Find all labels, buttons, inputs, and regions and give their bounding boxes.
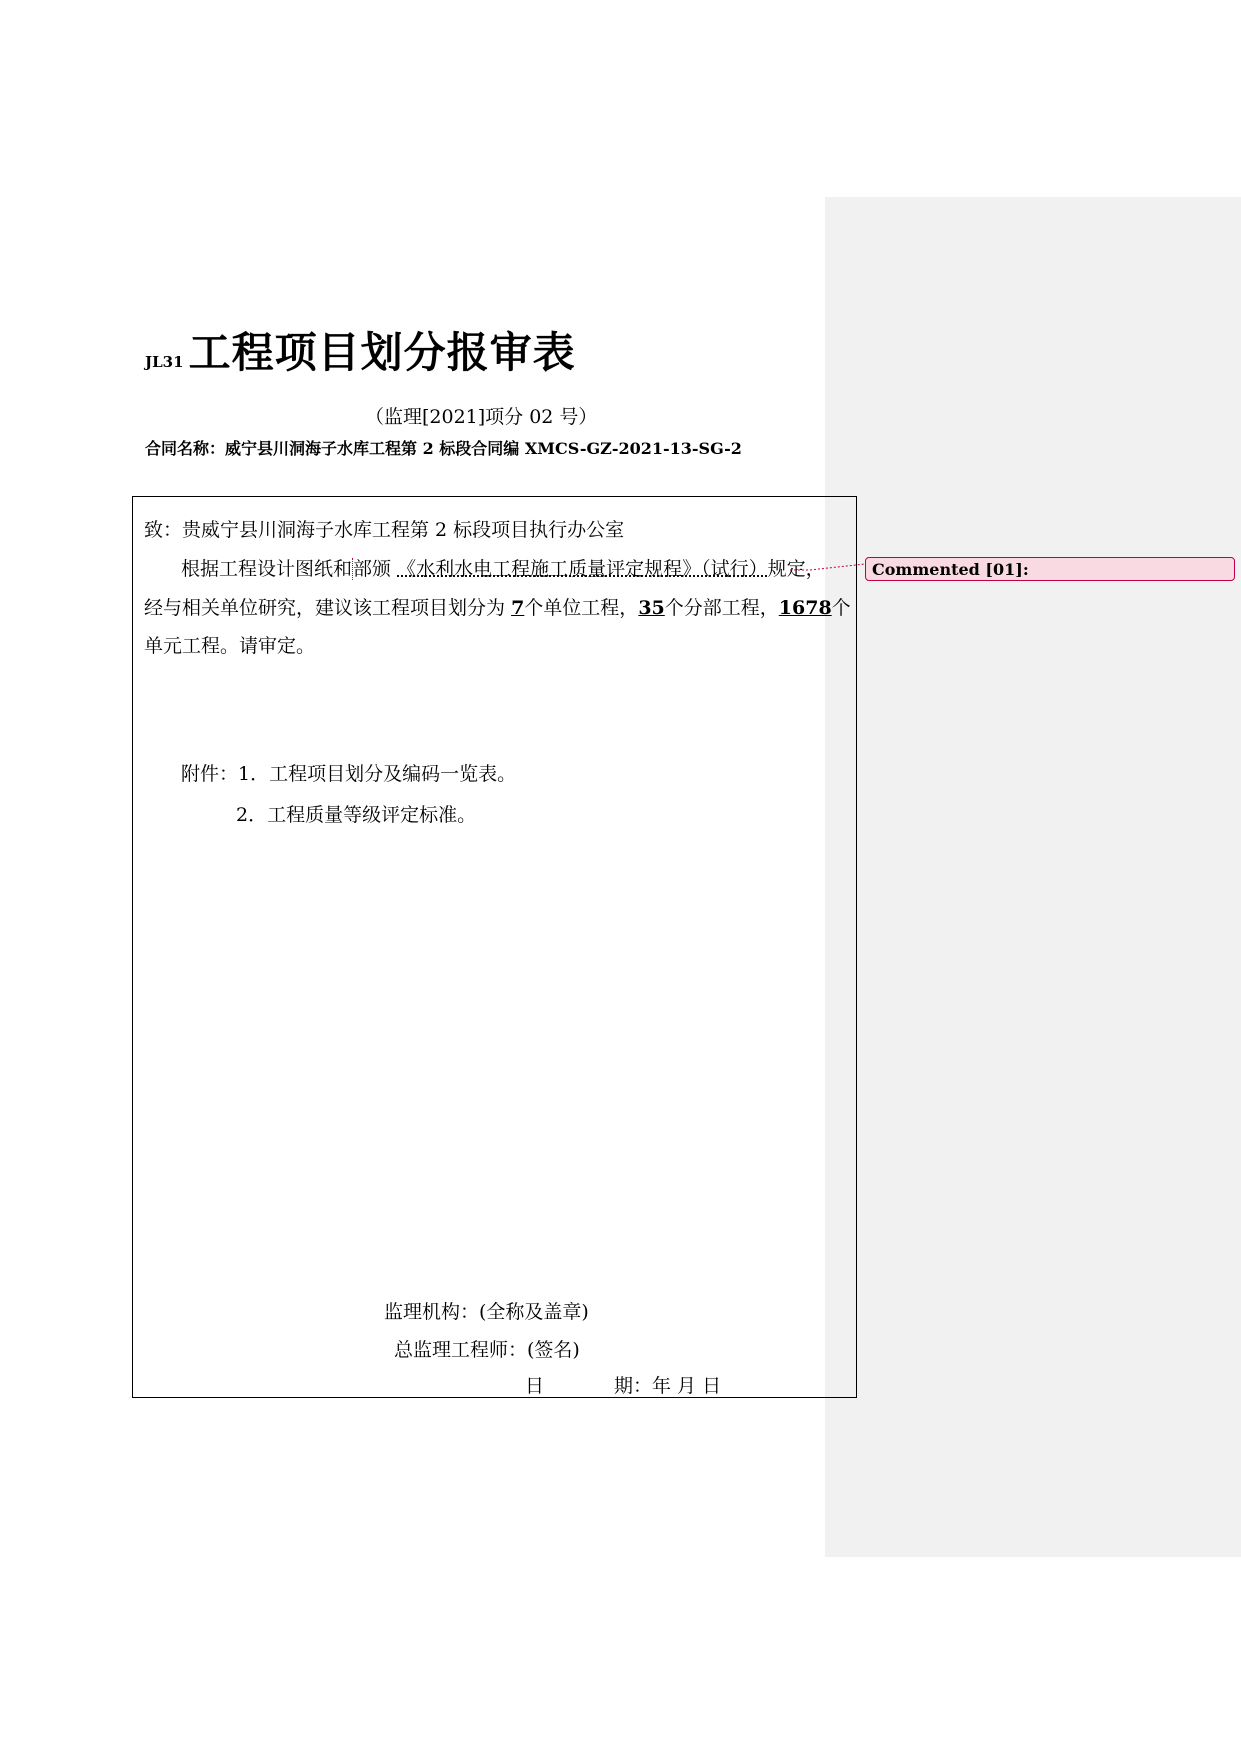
comment-label: Commented [01]: [872,560,1029,579]
paragraph-2 [144,593,851,620]
division-count: 35 [638,597,665,619]
comment-pane [825,197,1241,1557]
date-label-1: 日 [525,1375,545,1397]
document-title: 工程项目划分报审表 [188,328,576,377]
attachment-1: 附件：1．工程项目划分及编码一览表。 [181,763,517,785]
para1-prefix: 根据工程设计图纸和 [181,558,353,580]
comment-balloon[interactable] [865,557,1235,581]
attachment-2: 2．工程质量等级评定标准。 [236,804,477,826]
comment-connector [790,563,865,571]
form-box [132,496,857,1398]
paragraph-3: 单元工程。请审定。 [144,635,316,657]
document-number: （监理[2021]项分 02 号） [365,406,598,428]
addressee: 致：贵威宁县川洞海子水库工程第 2 标段项目执行办公室 [144,519,625,541]
regulation-title: 《水利水电工程施工质量评定规程》（试行） [397,558,768,580]
form-code: JL31 [145,353,184,371]
comment-anchor[interactable]: 部颁 [353,558,392,580]
paragraph-1 [181,554,825,581]
date-row [525,1371,721,1398]
para1-suffix: 规定， [767,558,825,580]
supervision-org-signature: 监理机构：(全称及盖章) [384,1301,589,1323]
para2-c: 个分部工程， [664,597,779,619]
contract-line: 合同名称：威宁县川洞海子水库工程第 2 标段合同编 XMCS-GZ-2021-13-SG-2 [145,439,742,458]
chief-engineer-signature: 总监理工程师：(签名) [394,1339,580,1361]
para2-b: 个单位工程， [524,597,639,619]
para2-a: 经与相关单位研究，建议该工程项目划分为 [144,597,506,619]
title-row [145,320,576,380]
unit-count: 7 [511,597,525,619]
element-count: 1678 [778,597,832,619]
para2-d: 个 [831,597,851,619]
date-label-2: 期：年 月 日 [614,1375,722,1397]
